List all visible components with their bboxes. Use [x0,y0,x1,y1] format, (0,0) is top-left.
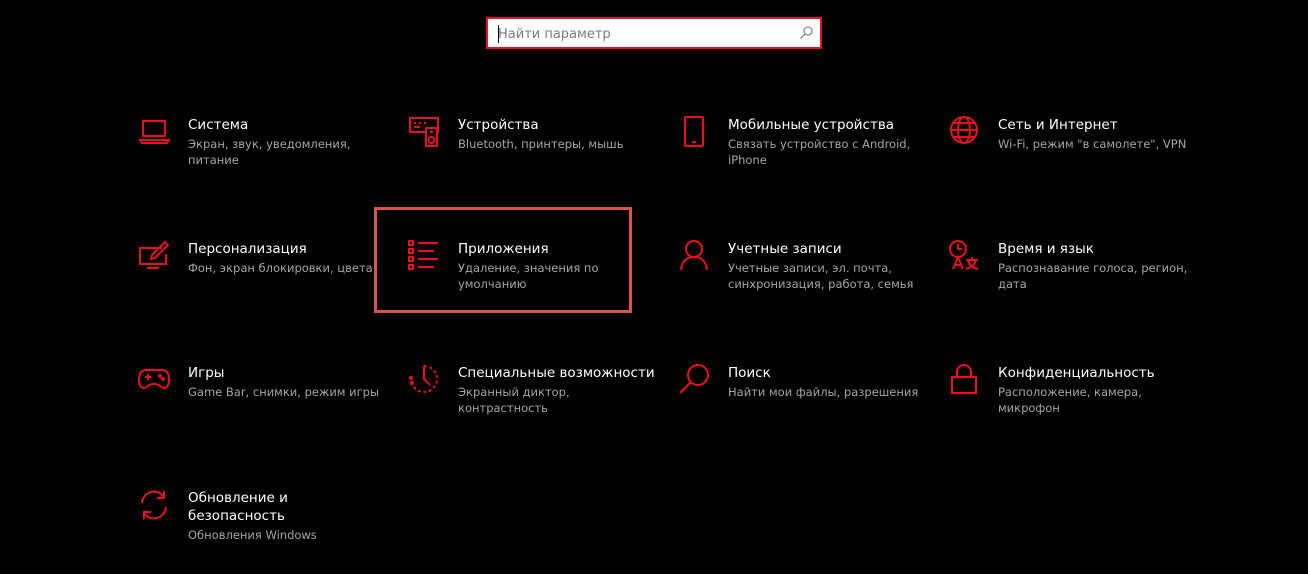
magnifier-icon [678,364,712,398]
tile-personalization[interactable] [138,240,388,340]
tile-title: Конфиденциальность [998,365,1155,381]
accessibility-timer-icon [408,364,442,398]
tile-ease-of-access[interactable] [408,364,658,464]
search-box[interactable] [486,17,822,49]
tile-title: Время и язык [998,241,1094,257]
gamepad-icon [138,364,172,398]
search-input[interactable] [498,24,788,44]
tile-network[interactable] [948,116,1198,216]
tile-time-language[interactable] [948,240,1198,340]
tile-description: Фон, экран блокировки, цвета [188,261,373,275]
laptop-icon [138,116,172,150]
lock-icon [948,364,982,398]
tile-update-security[interactable] [138,489,388,574]
tile-description: Распознавание голоса, регион, дата [998,261,1188,291]
tile-accounts[interactable] [678,240,928,340]
tile-title: Приложения [458,241,549,257]
tile-description: Wi-Fi, режим "в самолете", VPN [998,137,1187,151]
tile-search[interactable] [678,364,928,464]
tile-system[interactable] [138,116,388,216]
tile-description: Экран, звук, уведомления, питание [188,137,351,167]
tile-description: Учетные записи, эл. почта, синхронизация, работа, семья [728,261,914,291]
tile-description: Найти мои файлы, разрешения [728,385,919,399]
tile-title: Поиск [728,365,771,381]
tile-description: Bluetooth, принтеры, мышь [458,137,624,151]
tile-gaming[interactable] [138,364,388,464]
tile-description: Экранный диктор, контрастность [458,385,570,415]
tile-description: Удаление, значения по умолчанию [458,261,599,291]
tile-title: Персонализация [188,241,307,257]
tile-title: Обновление и безопасность [188,490,288,524]
time-language-icon [948,240,982,274]
tile-title: Учетные записи [728,241,842,257]
tile-description: Расположение, камера, микрофон [998,385,1142,415]
person-icon [678,240,712,274]
tile-description: Game Bar, снимки, режим игры [188,385,380,399]
phone-icon [678,116,712,150]
personalization-icon [138,240,172,274]
sync-icon [138,489,172,523]
globe-icon [948,116,982,150]
tile-title: Сеть и Интернет [998,117,1118,133]
tile-devices[interactable] [408,116,658,216]
tile-title: Устройства [458,117,539,133]
text-caret [498,25,499,43]
tile-apps[interactable] [408,240,658,340]
tile-title: Мобильные устройства [728,117,895,133]
tile-description: Связать устройство с Android, iPhone [728,137,911,167]
tile-title: Система [188,117,249,133]
tile-privacy[interactable] [948,364,1198,464]
search-icon[interactable] [798,25,814,41]
tile-description: Обновления Windows [188,528,317,542]
tile-title: Специальные возможности [458,365,655,381]
tile-title: Игры [188,365,225,381]
tile-mobile-devices[interactable] [678,116,928,216]
apps-list-icon [408,240,442,274]
devices-icon [408,116,442,150]
